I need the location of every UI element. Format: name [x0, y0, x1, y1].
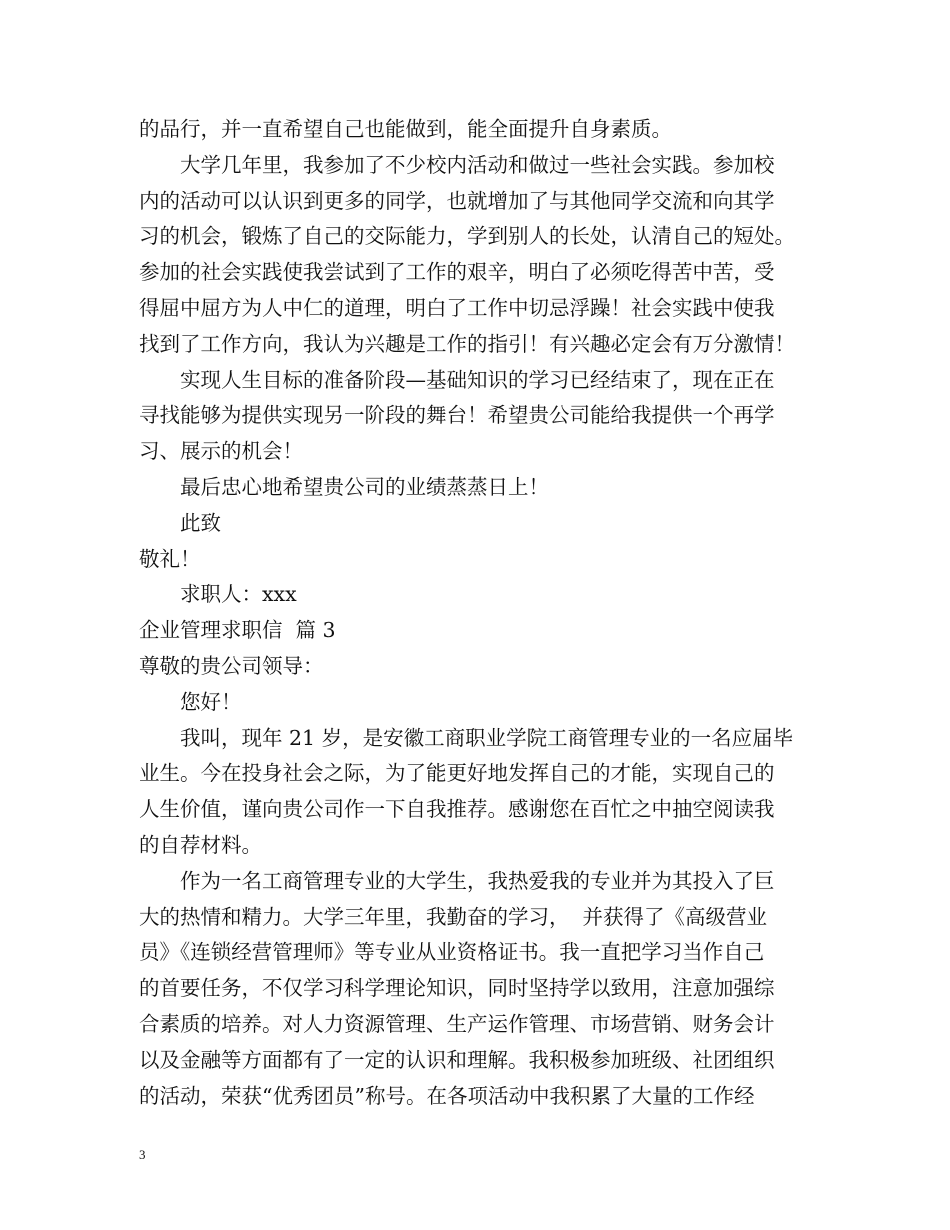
text-line: 合素质的培养。对人力资源管理、生产运作管理、市场营销、财务会计: [139, 1011, 775, 1036]
text-line: 的品行，并一直希望自己也能做到，能全面提升自身素质。: [139, 117, 672, 141]
text-line: 最后忠心地希望贵公司的业绩蒸蒸日上！: [139, 474, 549, 499]
document-body: [139, 112, 819, 1114]
text-line: 内的活动可以认识到更多的同学，也就增加了与其他同学交流和向其学: [139, 188, 775, 213]
text-line: 作为一名工商管理专业的大学生，我热爱我的专业并为其投入了巨: [139, 868, 775, 893]
text-line: 的活动，荣获“优秀团员”称号。在各项活动中我积累了大量的工作经: [139, 1083, 755, 1108]
text-line: 以及金融等方面都有了一定的认识和理解。我积极参加班级、社团组织: [139, 1047, 775, 1072]
text-line: 人生价值，谨向贵公司作一下自我推荐。感谢您在百忙之中抽空阅读我: [139, 797, 775, 822]
salutation: 尊敬的贵公司领导：: [139, 653, 324, 678]
text-line: 敬礼！: [139, 546, 201, 571]
text-line: 习、展示的机会！: [139, 439, 303, 464]
text-line: 的首要任务，不仅学习科学理论知识，同时坚持学以致用，注意加强综: [139, 976, 775, 1001]
page-number: 3: [139, 1147, 146, 1162]
text-line: 我叫，现年 21 岁，是安徽工商职业学院工商管理专业的一名应届毕: [139, 725, 794, 750]
text-line: 寻找能够为提供实现另一阶段的舞台！希望贵公司能给我提供一个再学: [139, 403, 775, 428]
text-line: 业生。今在投身社会之际，为了能更好地发挥自己的才能，实现自己的: [139, 761, 775, 786]
text-line: 得屈中屈方为人中仁的道理，明白了工作中切忌浮躁！社会实践中使我: [139, 295, 775, 320]
text-line: 找到了工作方向，我认为兴趣是工作的指引！有兴趣必定会有万分激情！: [139, 331, 795, 356]
text-line: 此致: [139, 510, 221, 535]
text-line: 实现人生目标的准备阶段—基础知识的学习已经结束了，现在正在: [139, 367, 775, 392]
text-line: 大学几年里，我参加了不少校内活动和做过一些社会实践。参加校: [139, 152, 775, 177]
text-line: 员》《连锁经营管理师》等专业从业资格证书。我一直把学习当作自己: [139, 940, 765, 965]
text-line: 的自荐材料。: [139, 832, 262, 857]
text-line: 大的热情和精力。大学三年里，我勤奋的学习， 并获得了《高级营业: [139, 904, 768, 929]
section-heading: 企业管理求职信 篇 3: [139, 618, 336, 643]
text-line: 求职人：xxx: [139, 582, 297, 607]
greeting: 您好！: [139, 689, 242, 714]
text-line: 参加的社会实践使我尝试到了工作的艰辛，明白了必须吃得苦中苦，受: [139, 260, 775, 285]
text-line: 习的机会，锻炼了自己的交际能力，学到别人的长处，认清自己的短处。: [139, 224, 795, 249]
